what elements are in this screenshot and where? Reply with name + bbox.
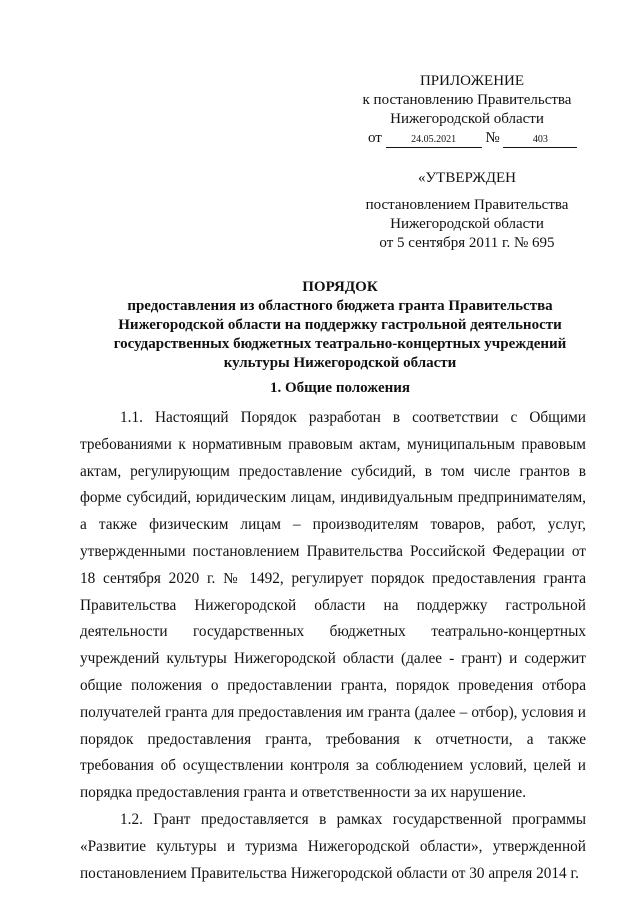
document-title <box>80 278 600 373</box>
paragraph-1-2: 1.2. Грант предоставляется в рамках государственной программы «Развитие культуры и туризма Нижегородской области», утвержденной постановлением Правительства Нижегородской области от 30 апреля 2014 г. <box>80 810 586 882</box>
document-title-line-3: государственных бюджетных театрально-концертных учреждений <box>113 336 567 352</box>
approved-line-3: от 5 сентября 2011 г. № 695 <box>379 235 555 251</box>
appendix-line-2: Нижегородской области <box>390 111 544 127</box>
appendix-number: 403 <box>503 133 577 148</box>
document-title-line-2: Нижегородской области на поддержку гастрольной деятельности <box>118 317 562 333</box>
approved-line-1: постановлением Правительства <box>365 197 569 213</box>
document-title-main: ПОРЯДОК <box>302 279 378 295</box>
document-title-line-1: предоставления из областного бюджета гранта Правительства <box>127 298 553 314</box>
approved-line-2: Нижегородской области <box>390 216 544 232</box>
appendix-date: 24.05.2021 <box>386 133 482 148</box>
appendix-line-1: к постановлению Правительства <box>362 92 572 108</box>
ot-label: от <box>368 130 382 146</box>
number-sign: № <box>485 130 500 146</box>
document-title-line-4: культуры Нижегородской области <box>223 355 457 371</box>
body-text <box>80 405 586 887</box>
appendix-title: ПРИЛОЖЕНИЕ <box>419 73 525 89</box>
section-heading: 1. Общие положения <box>269 380 411 396</box>
paragraph-1-1: 1.1. Настоящий Порядок разработан в соответствии с Общими требованиями к нормативным правовым актам, муниципальным правовым актам, регулирующим предоставление субсидий, в том числе грантов в форме субсидий, юридическим лицам, индивидуальным предпринимателям, а также физическим лицам – производителям товаров, работ, услуг, утвержденными постановлением Правительства Российской Федерации от 18 сентября 2020 г. № 1492, регулирует порядок предоставления гранта Правительства Нижегородской области на поддержку гастрольной деятельности государственных бюджетных театрально-концертных учреждений культуры Нижегородской области (далее - грант) и содержит общие положения о предоставлении гранта, порядок проведения отбора получателей гранта для предоставления им гранта (далее – отбор), условия и порядок предоставления гранта, требования к отчетности, а также требования об осуществлении контроля за соблюдением условий, целей и порядка предоставления гранта и ответственности за их нарушение. <box>80 409 586 802</box>
appendix-block <box>352 72 582 148</box>
approved-block <box>352 169 582 253</box>
approved-head: «УТВЕРЖДЕН <box>418 170 516 186</box>
appendix-date-number-line <box>368 129 582 148</box>
